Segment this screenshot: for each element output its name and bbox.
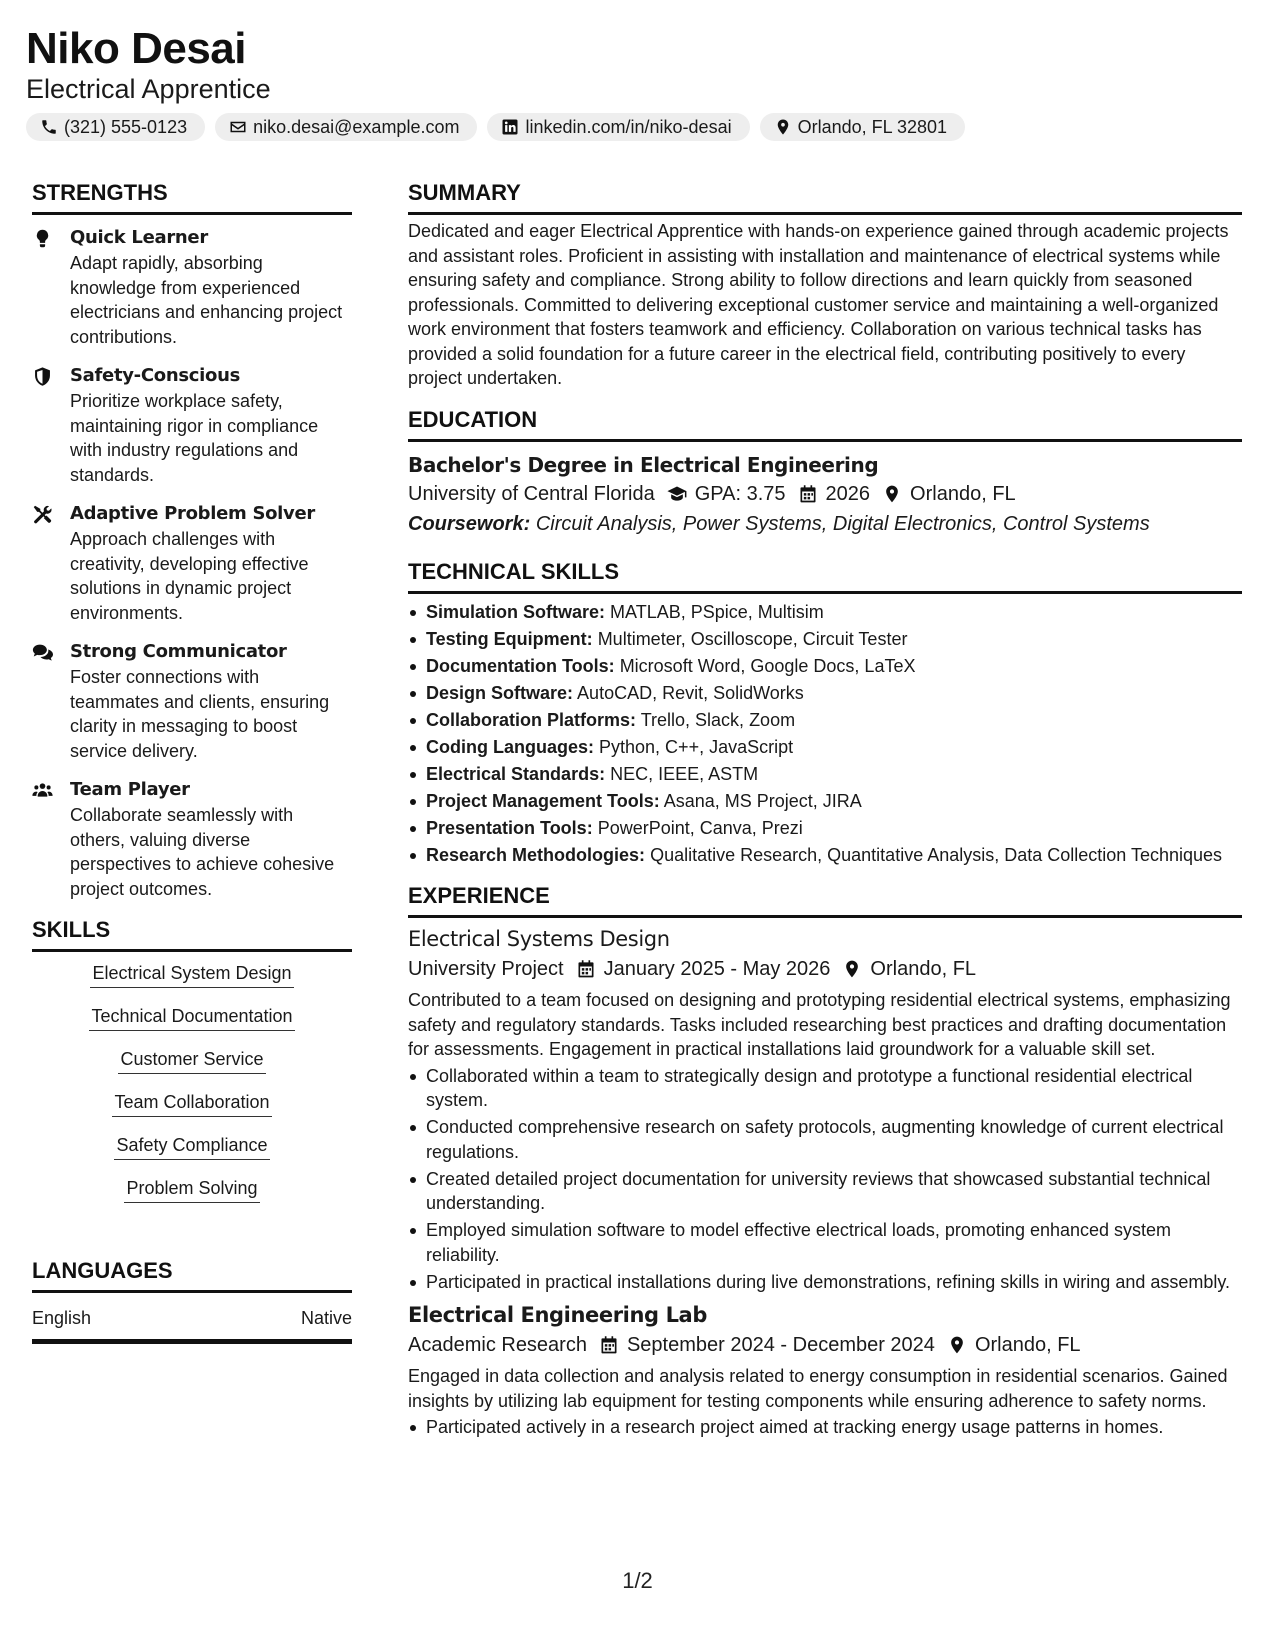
- languages-section: [32, 1256, 352, 1344]
- users-icon: [32, 777, 70, 901]
- left-column: [32, 178, 352, 1344]
- lightbulb-icon: [32, 225, 70, 349]
- strength-description: Foster connections with teammates and clients, ensuring clarity in messaging to boost service delivery.: [70, 667, 330, 761]
- skill-tag: Team Collaboration: [112, 1089, 271, 1117]
- skill-values: Qualitative Research, Quantitative Analysis, Data Collection Techniques: [650, 844, 1223, 865]
- languages-heading: LANGUAGES: [32, 1256, 352, 1293]
- degree-title: Bachelor's Degree in Electrical Engineering: [408, 452, 879, 477]
- experience-org: University Project: [408, 958, 564, 980]
- experience-title: Electrical Systems Design: [408, 927, 670, 951]
- strength-item: [32, 639, 352, 763]
- list-item: Participated in practical installations during live demonstrations, refining skills in wiring and assembly.: [408, 1270, 1242, 1295]
- skill-values: Asana, MS Project, JIRA: [663, 790, 862, 811]
- right-column: [408, 178, 1242, 1442]
- tools-icon: [32, 501, 70, 625]
- coursework-list: Circuit Analysis, Power Systems, Digital Electronics, Control Systems: [535, 512, 1150, 535]
- technical-skills-list: [408, 600, 1242, 868]
- page-number: 1/2: [622, 1568, 653, 1593]
- contact-bar: [26, 113, 1246, 141]
- strength-title: Quick Learner: [70, 227, 208, 248]
- contact-location: [760, 113, 965, 141]
- strength-item: [32, 225, 352, 349]
- calendar-icon: [786, 484, 826, 504]
- candidate-name: Niko Desai: [26, 24, 246, 73]
- strength-item: [32, 777, 352, 901]
- skill-tag: Problem Solving: [124, 1175, 259, 1203]
- experience-dates: September 2024 - December 2024: [626, 1334, 935, 1356]
- skills-list: [32, 960, 352, 1218]
- skill-values: Python, C++, JavaScript: [599, 736, 794, 757]
- list-item: Collaborated within a team to strategically design and prototype a functional residential electrical system.: [408, 1064, 1242, 1113]
- skill-category: Documentation Tools:: [426, 655, 615, 676]
- map-pin-icon: [935, 1335, 975, 1355]
- strength-title: Adaptive Problem Solver: [70, 503, 315, 524]
- summary-heading: SUMMARY: [408, 178, 1242, 215]
- coursework-label: Coursework:: [408, 512, 531, 535]
- shield-icon: [32, 363, 70, 487]
- summary-text: Dedicated and eager Electrical Apprentice with hands-on experience gained through academic projects and assistant roles. Proficient in assisting with installation and maintenance of electrical systems while ensuring safety and compliance. Strong ability to follow directions and learn quickly from seasoned professionals. Committed to delivering exceptional customer service and maintaining a well-organized work environment that fosters teamwork and efficiency. Collaboration on various technical tasks has provided a solid foundation for a future career in the electrical field, contributing positively to every project undertaken.: [408, 221, 1229, 388]
- skill-values: Microsoft Word, Google Docs, LaTeX: [619, 655, 916, 676]
- skill-values: NEC, IEEE, ASTM: [610, 763, 759, 784]
- contact-email-text: niko.desai@example.com: [253, 116, 460, 137]
- strength-title: Safety-Conscious: [70, 365, 240, 386]
- phone-icon: [40, 118, 58, 136]
- skill-category: Presentation Tools:: [426, 817, 593, 838]
- contact-phone-text: (321) 555-0123: [64, 116, 188, 137]
- skill-tag: Customer Service: [118, 1046, 265, 1074]
- experience-bullets: [408, 1415, 1242, 1440]
- skill-category: Research Methodologies:: [426, 844, 646, 865]
- calendar-icon: [564, 959, 604, 979]
- experience-location: Orlando, FL: [870, 958, 977, 980]
- skill-values: AutoCAD, Revit, SolidWorks: [577, 682, 804, 703]
- candidate-role: Electrical Apprentice: [26, 74, 271, 104]
- calendar-icon: [587, 1335, 627, 1355]
- strength-title: Team Player: [70, 779, 190, 800]
- strength-description: Adapt rapidly, absorbing knowledge from experienced electricians and enhancing project contributions.: [70, 253, 343, 347]
- experience-entry: [408, 924, 1242, 1294]
- list-item: [408, 816, 1242, 841]
- contact-linkedin-text: linkedin.com/in/niko-desai: [525, 116, 732, 137]
- education-meta: [408, 479, 1242, 509]
- contact-location-text: Orlando, FL 32801: [797, 116, 948, 137]
- coursework: [408, 509, 1242, 539]
- map-pin-icon: [870, 484, 910, 504]
- envelope-icon: [229, 118, 247, 136]
- experience-heading: EXPERIENCE: [408, 881, 1242, 918]
- skill-category: Coding Languages:: [426, 736, 594, 757]
- skill-values: PowerPoint, Canva, Prezi: [597, 817, 803, 838]
- technical-skills-heading: TECHNICAL SKILLS: [408, 557, 1242, 594]
- strengths-heading: STRENGTHS: [32, 178, 352, 215]
- list-item: [408, 762, 1242, 787]
- list-item: Participated actively in a research project aimed at tracking energy usage patterns in homes.: [408, 1415, 1242, 1440]
- skill-category: Collaboration Platforms:: [426, 709, 637, 730]
- experience-description: Engaged in data collection and analysis related to energy consumption in residential scenarios. Gained insights by utilizing lab equipment for testing components while ensuring adherence to safety norms.: [408, 1366, 1228, 1411]
- strength-description: Approach challenges with creativity, developing effective solutions in dynamic project environments.: [70, 529, 309, 623]
- skill-tag: Technical Documentation: [89, 1003, 294, 1031]
- list-item: [408, 654, 1242, 679]
- strength-item: [32, 363, 352, 487]
- list-item: [408, 681, 1242, 706]
- contact-phone[interactable]: [26, 113, 205, 141]
- strengths-list: [32, 225, 352, 901]
- language-level: Native: [300, 1308, 352, 1328]
- list-item: Employed simulation software to model effective electrical loads, promoting enhanced system reliability.: [408, 1218, 1242, 1267]
- graduation-cap-icon: [655, 484, 695, 504]
- skill-category: Testing Equipment:: [426, 628, 593, 649]
- experience-meta: [408, 1330, 1242, 1360]
- list-item: [408, 789, 1242, 814]
- map-pin-icon: [830, 959, 870, 979]
- strength-description: Prioritize workplace safety, maintaining rigor in compliance with industry regulations and standards.: [70, 391, 319, 485]
- list-item: Created detailed project documentation for university reviews that showcased substantial technical understanding.: [408, 1167, 1242, 1216]
- experience-meta: [408, 954, 1242, 984]
- skill-category: Electrical Standards:: [426, 763, 606, 784]
- skill-tag: Electrical System Design: [90, 960, 293, 988]
- skills-heading: SKILLS: [32, 915, 352, 952]
- experience-location: Orlando, FL: [974, 1334, 1081, 1356]
- skill-values: MATLAB, PSpice, Multisim: [610, 601, 824, 622]
- language-name: English: [32, 1308, 92, 1328]
- education-location: Orlando, FL: [910, 482, 1016, 505]
- strength-item: [32, 501, 352, 625]
- gpa-value: GPA: 3.75: [694, 482, 786, 505]
- skill-category: Project Management Tools:: [426, 790, 660, 811]
- experience-title: Electrical Engineering Lab: [408, 1303, 707, 1327]
- list-item: [408, 627, 1242, 652]
- list-item: [408, 735, 1242, 760]
- list-item: Conducted comprehensive research on safety protocols, augmenting knowledge of current electrical regulations.: [408, 1115, 1242, 1164]
- resume-header: [26, 22, 1246, 141]
- language-row: [32, 1305, 352, 1344]
- school-name: University of Central Florida: [408, 482, 655, 505]
- graduation-year: 2026: [825, 482, 871, 505]
- skill-tag: Safety Compliance: [114, 1132, 269, 1160]
- experience-bullets: [408, 1064, 1242, 1295]
- education-heading: EDUCATION: [408, 405, 1242, 442]
- strength-description: Collaborate seamlessly with others, valuing diverse perspectives to achieve cohesive project outcomes.: [70, 805, 335, 899]
- skills-section: [32, 915, 352, 1218]
- skill-category: Design Software:: [426, 682, 574, 703]
- contact-email[interactable]: [215, 113, 477, 141]
- experience-entry: [408, 1300, 1242, 1440]
- experience-description: Contributed to a team focused on designing and prototyping residential electrical systems, emphasizing safety and regulatory standards. Tasks included researching best practices and drafting documentation for assessments. Engagement in practical installations laid groundwork for a valuable skill set.: [408, 990, 1231, 1059]
- skill-category: Simulation Software:: [426, 601, 606, 622]
- contact-linkedin[interactable]: [487, 113, 749, 141]
- list-item: [408, 600, 1242, 625]
- map-pin-icon: [774, 118, 792, 136]
- list-item: [408, 843, 1242, 868]
- chat-bubbles-icon: [32, 639, 70, 763]
- strength-title: Strong Communicator: [70, 641, 287, 662]
- linkedin-icon: [501, 118, 519, 136]
- skill-values: Multimeter, Oscilloscope, Circuit Tester: [597, 628, 908, 649]
- list-item: [408, 708, 1242, 733]
- experience-dates: January 2025 - May 2026: [603, 958, 831, 980]
- experience-org: Academic Research: [408, 1334, 587, 1356]
- skill-values: Trello, Slack, Zoom: [640, 709, 796, 730]
